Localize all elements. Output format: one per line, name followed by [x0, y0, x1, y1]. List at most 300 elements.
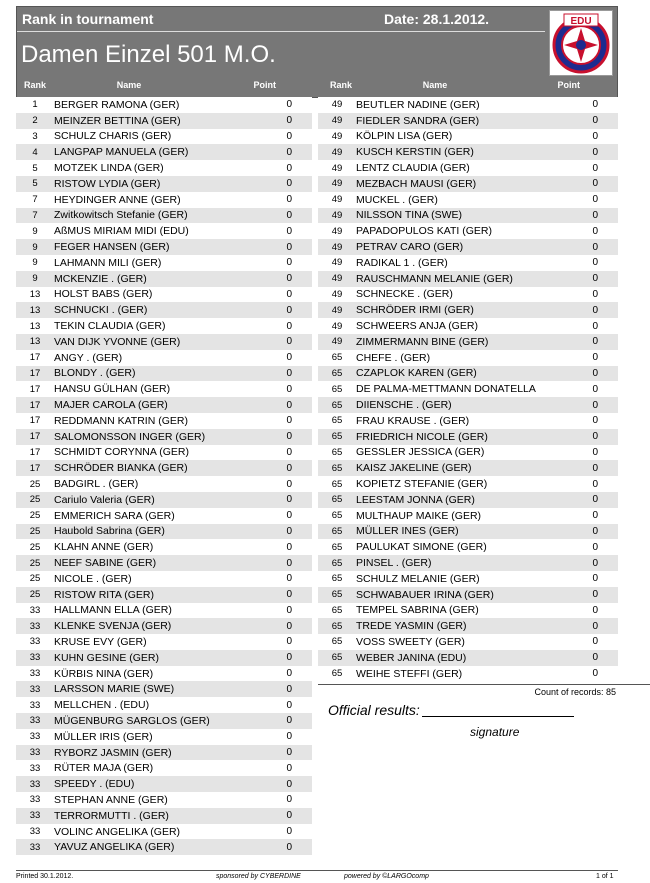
edu-logo-icon	[550, 11, 612, 75]
row-point: 0	[592, 557, 598, 569]
row-rank: 13	[29, 336, 41, 348]
row-rank: 5	[32, 178, 38, 190]
row-rank: 17	[29, 352, 41, 364]
row-name: SCHRÖDER IRMI (GER)	[356, 304, 474, 317]
row-name: NILSSON TINA (SWE)	[356, 209, 462, 222]
row-point: 0	[592, 462, 598, 474]
table-row	[16, 413, 312, 429]
row-name: MELLCHEN . (EDU)	[54, 699, 150, 712]
table-row	[318, 113, 618, 129]
row-name: KAISZ JAKELINE (GER)	[356, 462, 472, 475]
row-rank: 49	[331, 336, 343, 348]
table-row	[16, 492, 312, 508]
row-point: 0	[592, 478, 598, 490]
table-row	[318, 302, 618, 318]
row-name: MCKENZIE . (GER)	[54, 272, 147, 285]
table-row	[16, 618, 312, 634]
row-point: 0	[592, 668, 598, 680]
row-point: 0	[286, 699, 292, 711]
table-row	[318, 381, 618, 397]
row-name: MEINZER BETTINA (GER)	[54, 114, 181, 127]
page-title: Damen Einzel 501 M.O.	[21, 41, 276, 68]
row-rank: 33	[29, 636, 41, 648]
logo-text: EDU	[570, 16, 592, 27]
row-name: HANSU GÜLHAN (GER)	[54, 383, 171, 396]
row-point: 0	[286, 194, 292, 206]
table-row	[318, 223, 618, 239]
table-row	[16, 634, 312, 650]
table-row	[318, 666, 618, 682]
table-row	[16, 223, 312, 239]
row-rank: 65	[331, 620, 343, 632]
table-row	[16, 160, 312, 176]
table-row	[318, 413, 618, 429]
row-rank: 33	[29, 778, 41, 790]
row-point: 0	[592, 510, 598, 522]
summary-divider	[318, 684, 650, 685]
row-name: RYBORZ JASMIN (GER)	[54, 746, 172, 759]
row-rank: 33	[29, 810, 41, 822]
row-point: 0	[286, 747, 292, 759]
row-point: 0	[286, 652, 292, 664]
row-rank: 25	[29, 541, 41, 553]
count-of-records: Count of records: 85	[534, 687, 616, 697]
table-row	[16, 350, 312, 366]
row-name: CZAPLOK KAREN (GER)	[356, 367, 477, 380]
row-rank: 49	[331, 115, 343, 127]
row-name: MOTZEK LINDA (GER)	[54, 162, 164, 175]
row-rank: 25	[29, 589, 41, 601]
row-rank: 49	[331, 320, 343, 332]
row-point: 0	[592, 257, 598, 269]
row-point: 0	[286, 320, 292, 332]
row-rank: 65	[331, 557, 343, 569]
row-rank: 49	[331, 178, 343, 190]
table-row	[16, 776, 312, 792]
header-divider	[17, 31, 545, 32]
row-name: EMMERICH SARA (GER)	[54, 509, 175, 522]
row-name: Cariulo Valeria (GER)	[54, 493, 155, 506]
table-row	[16, 508, 312, 524]
table-row	[16, 113, 312, 129]
table-row	[16, 129, 312, 145]
row-name: RADIKAL 1 . (GER)	[356, 256, 448, 269]
row-name: TEMPEL SABRINA (GER)	[356, 604, 479, 617]
table-row	[16, 555, 312, 571]
table-row	[318, 239, 618, 255]
table-row	[318, 255, 618, 271]
row-rank: 33	[29, 699, 41, 711]
row-name: ANGY . (GER)	[54, 351, 123, 364]
row-name: KLAHN ANNE (GER)	[54, 541, 154, 554]
table-row	[318, 397, 618, 413]
row-name: SCHNUCKI . (GER)	[54, 304, 148, 317]
table-row	[16, 666, 312, 682]
row-name: RISTOW LYDIA (GER)	[54, 177, 161, 190]
row-rank: 25	[29, 557, 41, 569]
row-point: 0	[286, 431, 292, 443]
table-row	[318, 144, 618, 160]
row-point: 0	[592, 541, 598, 553]
row-point: 0	[286, 668, 292, 680]
row-rank: 33	[29, 715, 41, 727]
row-point: 0	[286, 620, 292, 632]
row-name: BLONDY . (GER)	[54, 367, 136, 380]
row-rank: 9	[32, 273, 38, 285]
row-name: KUHN GESINE (GER)	[54, 651, 160, 664]
col-point-header: Point	[557, 80, 580, 90]
table-row	[16, 587, 312, 603]
table-row	[16, 381, 312, 397]
table-row	[318, 539, 618, 555]
table-row	[16, 729, 312, 745]
row-rank: 65	[331, 589, 343, 601]
table-row	[318, 445, 618, 461]
row-name: GESSLER JESSICA (GER)	[356, 446, 485, 459]
row-point: 0	[592, 304, 598, 316]
page-number: 1 of 1	[596, 873, 614, 880]
row-rank: 33	[29, 794, 41, 806]
table-row	[318, 350, 618, 366]
row-point: 0	[592, 589, 598, 601]
table-row	[16, 176, 312, 192]
row-name: RAUSCHMANN MELANIE (GER)	[356, 272, 513, 285]
row-name: PETRAV CARO (GER)	[356, 241, 464, 254]
row-rank: 17	[29, 383, 41, 395]
row-rank: 49	[331, 99, 343, 111]
table-row	[318, 129, 618, 145]
row-rank: 49	[331, 162, 343, 174]
row-point: 0	[592, 130, 598, 142]
row-point: 0	[592, 399, 598, 411]
table-row	[16, 697, 312, 713]
row-name: SALOMONSSON INGER (GER)	[54, 430, 206, 443]
row-point: 0	[592, 115, 598, 127]
row-point: 0	[592, 241, 598, 253]
row-point: 0	[286, 589, 292, 601]
table-row	[16, 760, 312, 776]
row-rank: 49	[331, 194, 343, 206]
row-name: SPEEDY . (EDU)	[54, 778, 135, 791]
row-name: HEYDINGER ANNE (GER)	[54, 193, 181, 206]
table-row	[318, 524, 618, 540]
row-name: FRAU KRAUSE . (GER)	[356, 414, 470, 427]
row-point: 0	[592, 415, 598, 427]
row-rank: 1	[32, 99, 38, 111]
row-point: 0	[592, 352, 598, 364]
table-row	[318, 334, 618, 350]
row-point: 0	[286, 446, 292, 458]
row-point: 0	[286, 367, 292, 379]
row-point: 0	[286, 794, 292, 806]
row-name: SCHRÖDER BIANKA (GER)	[54, 462, 188, 475]
row-name: LEESTAM JONNA (GER)	[356, 493, 475, 506]
row-point: 0	[592, 446, 598, 458]
table-row	[16, 476, 312, 492]
row-rank: 33	[29, 620, 41, 632]
row-point: 0	[286, 273, 292, 285]
row-rank: 33	[29, 683, 41, 695]
row-rank: 33	[29, 826, 41, 838]
row-name: KÜRBIS NINA (GER)	[54, 667, 154, 680]
row-rank: 65	[331, 415, 343, 427]
left-column-headers	[16, 80, 318, 96]
row-name: TEKIN CLAUDIA (GER)	[54, 320, 166, 333]
row-point: 0	[592, 620, 598, 632]
row-point: 0	[592, 225, 598, 237]
table-row	[16, 239, 312, 255]
row-rank: 13	[29, 288, 41, 300]
row-rank: 33	[29, 604, 41, 616]
row-name: DIIENSCHE . (GER)	[356, 399, 452, 412]
row-point: 0	[592, 336, 598, 348]
row-rank: 65	[331, 636, 343, 648]
row-point: 0	[286, 304, 292, 316]
row-name: KÖLPIN LISA (GER)	[356, 130, 453, 143]
table-row	[318, 634, 618, 650]
row-name: PAPADOPULOS KATI (GER)	[356, 225, 492, 238]
row-name: SCHNECKE . (GER)	[356, 288, 453, 301]
row-rank: 17	[29, 462, 41, 474]
col-name-header: Name	[116, 80, 142, 90]
row-point: 0	[286, 573, 292, 585]
row-point: 0	[592, 494, 598, 506]
row-point: 0	[286, 162, 292, 174]
row-name: WEIHE STEFFI (GER)	[356, 667, 463, 680]
table-row	[318, 603, 618, 619]
row-rank: 33	[29, 731, 41, 743]
row-rank: 49	[331, 304, 343, 316]
row-rank: 65	[331, 510, 343, 522]
table-row	[318, 287, 618, 303]
row-name: REDDMANN KATRIN (GER)	[54, 414, 188, 427]
row-rank: 9	[32, 225, 38, 237]
row-point: 0	[286, 146, 292, 158]
row-point: 0	[286, 604, 292, 616]
table-row	[16, 208, 312, 224]
row-rank: 25	[29, 478, 41, 490]
row-name: LENTZ CLAUDIA (GER)	[356, 162, 470, 175]
row-name: BEUTLER NADINE (GER)	[356, 98, 480, 111]
table-row	[16, 271, 312, 287]
row-name: WEBER JANINA (EDU)	[356, 651, 467, 664]
row-point: 0	[286, 115, 292, 127]
row-point: 0	[592, 99, 598, 111]
row-point: 0	[592, 178, 598, 190]
row-rank: 25	[29, 573, 41, 585]
row-name: LARSSON MARIE (SWE)	[54, 683, 175, 696]
table-row	[16, 144, 312, 160]
row-rank: 49	[331, 225, 343, 237]
row-rank: 25	[29, 510, 41, 522]
row-point: 0	[286, 541, 292, 553]
row-point: 0	[592, 194, 598, 206]
row-point: 0	[286, 841, 292, 853]
official-results-label: Official results:	[328, 702, 420, 718]
rank-in-tournament-label: Rank in tournament	[22, 11, 154, 27]
row-point: 0	[286, 826, 292, 838]
row-rank: 49	[331, 288, 343, 300]
row-name: MUCKEL . (GER)	[356, 193, 438, 206]
row-rank: 33	[29, 762, 41, 774]
row-name: HOLST BABS (GER)	[54, 288, 153, 301]
row-point: 0	[592, 320, 598, 332]
row-point: 0	[286, 399, 292, 411]
row-name: HALLMANN ELLA (GER)	[54, 604, 172, 617]
table-row	[318, 587, 618, 603]
col-name-header: Name	[422, 80, 448, 90]
row-name: SCHMIDT CORYNNA (GER)	[54, 446, 189, 459]
row-name: VAN DIJK YVONNE (GER)	[54, 335, 181, 348]
row-point: 0	[592, 652, 598, 664]
row-name: FIEDLER SANDRA (GER)	[356, 114, 480, 127]
table-row	[16, 713, 312, 729]
row-name: VOSS SWEETY (GER)	[356, 635, 465, 648]
row-name: AßMUS MIRIAM MIDI (EDU)	[54, 225, 189, 238]
row-name: BERGER RAMONA (GER)	[54, 98, 180, 111]
table-row	[318, 571, 618, 587]
row-name: RISTOW RITA (GER)	[54, 588, 154, 601]
row-rank: 5	[32, 162, 38, 174]
row-name: MÜLLER INES (GER)	[356, 525, 459, 538]
row-name: FEGER HANSEN (GER)	[54, 241, 170, 254]
row-name: DE PALMA-METTMANN DONATELLA	[356, 383, 536, 396]
table-row	[16, 97, 312, 113]
table-row	[318, 160, 618, 176]
table-row	[318, 208, 618, 224]
row-rank: 9	[32, 241, 38, 253]
row-point: 0	[592, 273, 598, 285]
row-rank: 49	[331, 257, 343, 269]
row-point: 0	[592, 367, 598, 379]
printed-date: Printed 30.1.2012.	[16, 873, 74, 880]
row-name: STEPHAN ANNE (GER)	[54, 793, 168, 806]
table-row	[318, 366, 618, 382]
row-point: 0	[286, 778, 292, 790]
row-name: LAHMANN MILI (GER)	[54, 256, 162, 269]
row-rank: 65	[331, 383, 343, 395]
row-rank: 3	[32, 130, 38, 142]
row-name: SCHWEERS ANJA (GER)	[356, 320, 478, 333]
row-name: NEEF SABINE (GER)	[54, 557, 157, 569]
row-rank: 65	[331, 462, 343, 474]
signature-label: signature	[470, 725, 520, 739]
row-point: 0	[286, 525, 292, 537]
row-rank: 2	[32, 115, 38, 127]
powered-by: powered by ©LARGOcomp	[344, 873, 429, 880]
row-rank: 65	[331, 431, 343, 443]
row-name: KLENKE SVENJA (GER)	[54, 620, 172, 633]
table-row	[16, 445, 312, 461]
row-rank: 65	[331, 478, 343, 490]
row-rank: 49	[331, 146, 343, 158]
row-point: 0	[286, 352, 292, 364]
row-name: TERRORMUTTI . (GER)	[54, 809, 169, 822]
table-row	[16, 287, 312, 303]
row-name: MULTHAUP MAIKE (GER)	[356, 509, 482, 522]
table-row	[16, 681, 312, 697]
table-row	[318, 429, 618, 445]
row-point: 0	[286, 209, 292, 221]
table-row	[318, 176, 618, 192]
table-row	[16, 603, 312, 619]
row-point: 0	[286, 462, 292, 474]
table-row	[16, 571, 312, 587]
table-row	[16, 539, 312, 555]
row-point: 0	[286, 178, 292, 190]
col-point-header: Point	[253, 80, 276, 90]
row-rank: 33	[29, 747, 41, 759]
table-row	[16, 255, 312, 271]
row-rank: 49	[331, 130, 343, 142]
row-rank: 65	[331, 446, 343, 458]
row-rank: 33	[29, 652, 41, 664]
row-name: CHEFE . (GER)	[356, 351, 431, 364]
table-row	[318, 460, 618, 476]
row-point: 0	[286, 415, 292, 427]
row-rank: 49	[331, 241, 343, 253]
row-name: VOLINC ANGELIKA (GER)	[54, 825, 181, 838]
table-row	[16, 824, 312, 840]
row-name: NICOLE . (GER)	[54, 572, 132, 585]
row-name: SCHULZ CHARIS (GER)	[54, 130, 172, 143]
row-rank: 65	[331, 367, 343, 379]
row-name: MÜGENBURG SARGLOS (GER)	[54, 714, 210, 727]
row-name: KOPIETZ STEFANIE (GER)	[356, 478, 488, 491]
row-point: 0	[592, 525, 598, 537]
row-rank: 13	[29, 320, 41, 332]
table-row	[16, 366, 312, 382]
row-rank: 33	[29, 668, 41, 680]
row-name: SCHWABAUER IRINA (GER)	[356, 588, 494, 601]
row-name: BADGIRL . (GER)	[54, 478, 139, 491]
table-row	[16, 429, 312, 445]
row-name: ZIMMERMANN BINE (GER)	[356, 335, 489, 348]
table-row	[318, 97, 618, 113]
table-row	[318, 618, 618, 634]
row-point: 0	[592, 431, 598, 443]
table-row	[318, 476, 618, 492]
row-name: MEZBACH MAUSI (GER)	[356, 177, 477, 190]
footer-divider	[16, 870, 618, 871]
row-rank: 25	[29, 494, 41, 506]
table-row	[16, 792, 312, 808]
row-rank: 65	[331, 541, 343, 553]
row-name: SCHULZ MELANIE (GER)	[356, 572, 480, 585]
row-rank: 25	[29, 525, 41, 537]
row-point: 0	[286, 683, 292, 695]
row-point: 0	[286, 510, 292, 522]
right-column-headers	[322, 80, 618, 96]
table-row	[16, 745, 312, 761]
table-row	[16, 334, 312, 350]
edu-logo	[549, 10, 613, 76]
table-row	[318, 318, 618, 334]
row-point: 0	[286, 225, 292, 237]
row-rank: 4	[32, 146, 38, 158]
row-point: 0	[592, 604, 598, 616]
row-point: 0	[286, 130, 292, 142]
row-point: 0	[286, 494, 292, 506]
row-name: FRIEDRICH NICOLE (GER)	[356, 430, 488, 443]
row-name: MAJER CAROLA (GER)	[54, 399, 168, 412]
left-ranking-table	[16, 97, 312, 855]
table-row	[16, 192, 312, 208]
row-rank: 49	[331, 209, 343, 221]
table-row	[318, 492, 618, 508]
table-row	[16, 460, 312, 476]
row-name: KRUSE EVY (GER)	[54, 635, 147, 648]
